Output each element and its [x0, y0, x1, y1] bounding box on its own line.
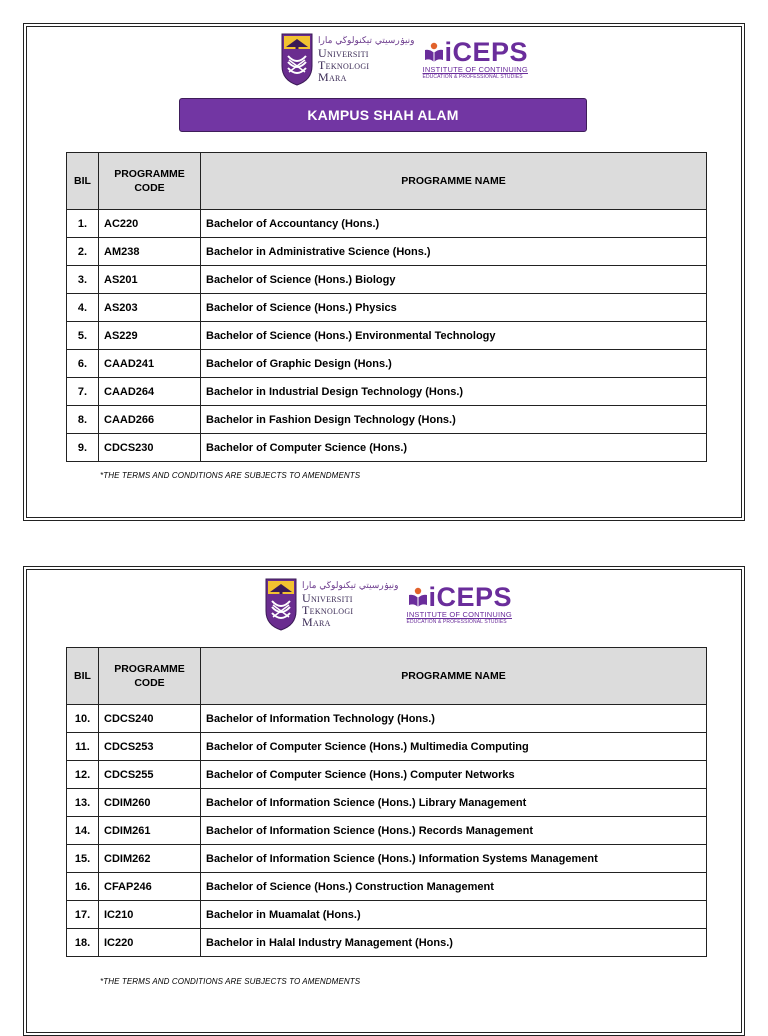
cell-programme-code: CDIM260 — [99, 789, 201, 817]
iceps-book-icon — [423, 41, 445, 63]
uitm-jawi-text: ونيۏرسيتي تيكنولوڬي مارا — [318, 36, 415, 46]
cell-programme-code: CAAD241 — [99, 350, 201, 378]
cell-bil: 7. — [67, 378, 99, 406]
cell-programme-name: Bachelor of Accountancy (Hons.) — [201, 210, 707, 238]
header-logos — [280, 32, 528, 86]
iceps-name: iCEPS — [428, 582, 513, 612]
terms-note: *THE TERMS AND CONDITIONS ARE SUBJECTS TO AMENDMENTS — [100, 977, 361, 986]
uitm-name-line: Mara — [318, 70, 347, 84]
uitm-name-line: Universiti — [302, 591, 353, 605]
cell-bil: 5. — [67, 322, 99, 350]
cell-programme-name: Bachelor of Information Technology (Hons.) — [201, 705, 707, 733]
table-row — [67, 761, 707, 789]
campus-banner: KAMPUS SHAH ALAM — [179, 98, 587, 132]
table-row — [67, 322, 707, 350]
cell-programme-name: Bachelor of Science (Hons.) Construction Management — [201, 873, 707, 901]
cell-bil: 3. — [67, 266, 99, 294]
cell-programme-name: Bachelor in Fashion Design Technology (Hons.) — [201, 406, 707, 434]
cell-programme-name: Bachelor of Computer Science (Hons.) Computer Networks — [201, 761, 707, 789]
terms-note: *THE TERMS AND CONDITIONS ARE SUBJECTS TO AMENDMENTS — [100, 471, 361, 480]
table-header-row — [67, 153, 707, 210]
cell-programme-code: CAAD264 — [99, 378, 201, 406]
cell-programme-code: IC210 — [99, 901, 201, 929]
iceps-subtitle: EDUCATION & PROFESSIONAL STUDIES — [406, 619, 507, 625]
table-row — [67, 733, 707, 761]
header-code-line: PROGRAMME — [114, 663, 185, 675]
document-page-1 — [23, 23, 745, 521]
cell-programme-name: Bachelor in Industrial Design Technology (Hons.) — [201, 378, 707, 406]
uitm-logo — [264, 577, 399, 631]
cell-bil: 10. — [67, 705, 99, 733]
header-programme-name: PROGRAMME NAME — [201, 153, 707, 210]
programme-table — [66, 152, 707, 462]
cell-programme-code: AS229 — [99, 322, 201, 350]
uitm-name-line: Universiti — [318, 46, 369, 60]
uitm-logo — [280, 32, 415, 86]
header-bil: BIL — [67, 153, 99, 210]
cell-programme-code: CDIM262 — [99, 845, 201, 873]
cell-programme-code: CAAD266 — [99, 406, 201, 434]
cell-programme-code: CDIM261 — [99, 817, 201, 845]
cell-bil: 1. — [67, 210, 99, 238]
cell-bil: 14. — [67, 817, 99, 845]
uitm-jawi-text: ونيۏرسيتي تيكنولوڬي مارا — [302, 581, 399, 591]
cell-programme-name: Bachelor of Graphic Design (Hons.) — [201, 350, 707, 378]
cell-programme-code: AS203 — [99, 294, 201, 322]
table-row — [67, 294, 707, 322]
programme-table-body — [67, 705, 707, 957]
table-row — [67, 873, 707, 901]
cell-programme-code: AM238 — [99, 238, 201, 266]
cell-bil: 16. — [67, 873, 99, 901]
cell-programme-name: Bachelor of Information Science (Hons.) Information Systems Management — [201, 845, 707, 873]
cell-programme-name: Bachelor of Science (Hons.) Biology — [201, 266, 707, 294]
uitm-name-line: Teknologi — [318, 58, 370, 72]
iceps-subtitle: INSTITUTE OF CONTINUING — [406, 610, 512, 619]
header-programme-code — [99, 153, 201, 210]
cell-programme-name: Bachelor of Computer Science (Hons.) Multimedia Computing — [201, 733, 707, 761]
uitm-crest-icon — [280, 32, 314, 86]
cell-programme-name: Bachelor in Administrative Science (Hons.) — [201, 238, 707, 266]
header-programme-code — [99, 648, 201, 705]
cell-programme-code: CFAP246 — [99, 873, 201, 901]
document-page-2 — [23, 566, 745, 1036]
iceps-logo — [423, 38, 529, 80]
programme-table — [66, 647, 707, 957]
cell-bil: 8. — [67, 406, 99, 434]
table-row — [67, 350, 707, 378]
programme-table-body — [67, 210, 707, 462]
cell-programme-code: CDCS253 — [99, 733, 201, 761]
cell-bil: 18. — [67, 929, 99, 957]
cell-bil: 15. — [67, 845, 99, 873]
iceps-subtitle: INSTITUTE OF CONTINUING — [422, 65, 528, 74]
header-logos — [264, 577, 512, 631]
cell-bil: 11. — [67, 733, 99, 761]
header-code-line: PROGRAMME — [114, 168, 185, 180]
table-row — [67, 705, 707, 733]
header-programme-name: PROGRAMME NAME — [201, 648, 707, 705]
iceps-name: iCEPS — [444, 37, 529, 67]
table-header-row — [67, 648, 707, 705]
cell-programme-code: CDCS240 — [99, 705, 201, 733]
cell-programme-name: Bachelor of Science (Hons.) Physics — [201, 294, 707, 322]
table-row — [67, 210, 707, 238]
cell-programme-name: Bachelor of Information Science (Hons.) Library Management — [201, 789, 707, 817]
cell-programme-name: Bachelor in Muamalat (Hons.) — [201, 901, 707, 929]
iceps-logo — [407, 583, 513, 625]
cell-programme-name: Bachelor of Information Science (Hons.) Records Management — [201, 817, 707, 845]
table-row — [67, 378, 707, 406]
table-row — [67, 266, 707, 294]
cell-programme-name: Bachelor of Science (Hons.) Environmental Technology — [201, 322, 707, 350]
header-code-line: CODE — [134, 677, 165, 689]
table-row — [67, 789, 707, 817]
table-row — [67, 238, 707, 266]
table-row — [67, 817, 707, 845]
cell-programme-name: Bachelor of Computer Science (Hons.) — [201, 434, 707, 462]
cell-bil: 17. — [67, 901, 99, 929]
table-row — [67, 434, 707, 462]
cell-bil: 4. — [67, 294, 99, 322]
table-row — [67, 406, 707, 434]
table-row — [67, 901, 707, 929]
uitm-crest-icon — [264, 577, 298, 631]
cell-bil: 9. — [67, 434, 99, 462]
cell-programme-code: CDCS255 — [99, 761, 201, 789]
header-bil: BIL — [67, 648, 99, 705]
cell-programme-name: Bachelor in Halal Industry Management (Hons.) — [201, 929, 707, 957]
table-row — [67, 929, 707, 957]
cell-bil: 6. — [67, 350, 99, 378]
table-row — [67, 845, 707, 873]
cell-programme-code: CDCS230 — [99, 434, 201, 462]
cell-bil: 13. — [67, 789, 99, 817]
cell-bil: 2. — [67, 238, 99, 266]
header-code-line: CODE — [134, 182, 165, 194]
iceps-subtitle: EDUCATION & PROFESSIONAL STUDIES — [422, 74, 523, 80]
uitm-name-line: Teknologi — [302, 603, 354, 617]
cell-programme-code: AS201 — [99, 266, 201, 294]
cell-bil: 12. — [67, 761, 99, 789]
iceps-book-icon — [407, 586, 429, 608]
cell-programme-code: IC220 — [99, 929, 201, 957]
cell-programme-code: AC220 — [99, 210, 201, 238]
uitm-name-line: Mara — [302, 615, 331, 629]
